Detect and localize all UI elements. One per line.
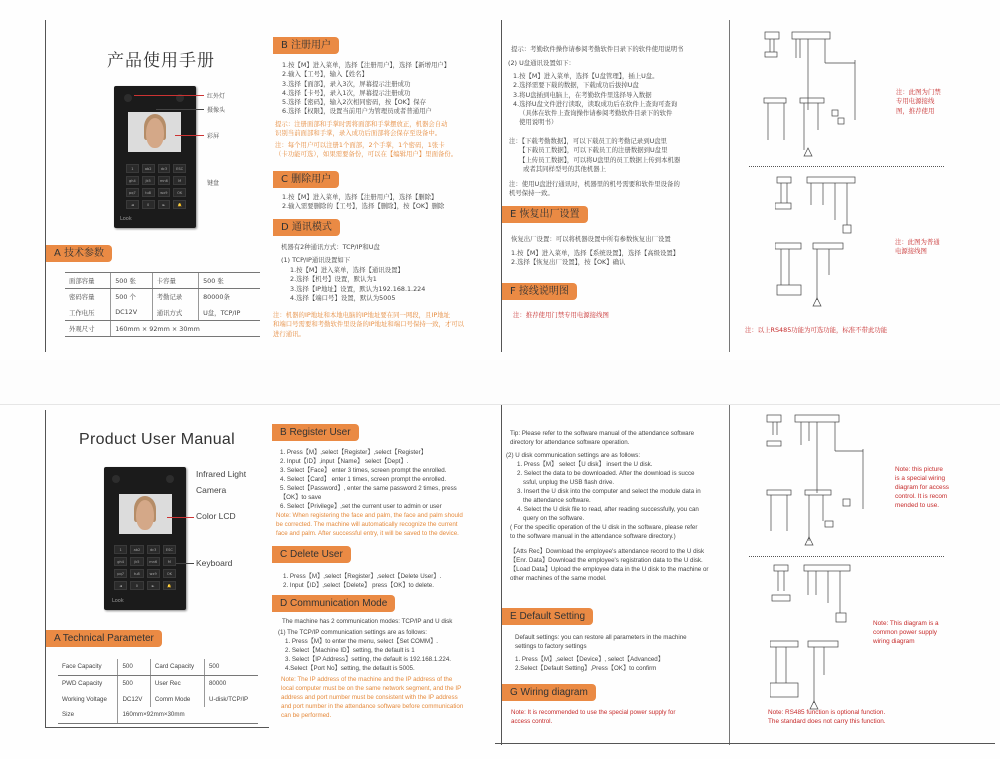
table-row: Size 160mm×92mm×30mm xyxy=(58,707,258,723)
page-fold-line xyxy=(501,20,502,352)
page-title: 产品使用手册 xyxy=(107,51,215,71)
factory-reset-intro: 恢复出厂设置：可以将机器设置中所有参数恢复出厂设置 xyxy=(511,235,671,243)
default-setting-intro: Default settings: you can restore all parameters in the machine settings to factory settings xyxy=(515,634,687,650)
key: 0 xyxy=(130,581,143,590)
udisk-data-notes: 注：【下载考勤数据】，可以下载员工的考勤记录到U盘里 【下载员工数据】，可以下载员工的注册数据到U盘里 【上传员工数据】，可以将U盘里的员工数据上传到本机器 或者其同样型号的其他机器上 xyxy=(509,137,681,173)
infrared-sensor-icon xyxy=(124,94,132,102)
callout-line xyxy=(134,95,204,96)
wiring-note-rs485: 注：以上RS485功能为可选功能，标准不带此功能 xyxy=(745,326,888,334)
section-heading-communication-mode: D 通讯模式 xyxy=(273,219,340,236)
register-user-note: Note: When registering the face and palm, the face and palm should be corrected. The machine will automatically recognize the current face and palm. After successful entry, it will be saved to the device. xyxy=(276,512,463,537)
udisk-steps: 1. Press【M】 select【U disk】 insert the U disk. 2. Select the data to be downloaded. After the download is succe ssful, unplug the USB flash drive. 3. Insert the U disk into the computer and select the module data in the attendance software. 4. Select the U disk file to read, after reading successfully, you can query on the software. xyxy=(517,461,701,522)
key: dc3 xyxy=(147,545,160,554)
tcpip-steps: 1.按【M】进入菜单，选择【通讯设置】 2.选择【机号】设置，默认为1 3.选择【IP地址】设置，默认为192.168.1.224 4.选择【端口号】设置，默认为5005 xyxy=(290,266,426,302)
delete-user-steps: 1. Press【M】,select【Register】,select【Delete User】. 2. Input【ID】,select【Delete】 press【OK】to delete. xyxy=(283,573,442,589)
key: tu8 xyxy=(130,569,143,578)
table-row: Face Capacity 500 Card Capacity 500 xyxy=(58,659,258,675)
software-tip: Tip: Please refer to the software manual of the attendance software directory for attendance software operation. xyxy=(510,430,695,446)
wiring-note-common-power: 注：此图为普通 电源接线图 xyxy=(895,238,940,256)
diagram-divider xyxy=(749,556,944,557)
wiring-note-common-power: Note: This diagram is a common power supply wiring diagram xyxy=(873,620,939,645)
callout-line xyxy=(176,563,194,564)
table-row: Working Voltage DC12V Comm Mode U-disk/TCP/IP xyxy=(58,691,258,707)
page-border-bottom xyxy=(495,743,995,744)
factory-reset-steps: 1.按【M】进入菜单，选择【系统设置】，选择【高级设置】 2.选择【恢复出厂设置】，按【OK】确认 xyxy=(511,249,680,267)
infrared-sensor-icon xyxy=(166,475,174,483)
default-setting-steps: 1. Press【M】,select【Device】, select【Advanced】 2.Select【Default Setting】,Press【OK】to confirm xyxy=(515,656,664,672)
key: M xyxy=(173,176,186,185)
diagram-divider xyxy=(749,166,944,167)
wiring-note-rs485: Note: RS485 function is optional function. The standard does not carry this function. xyxy=(768,709,886,725)
label-camera: Camera xyxy=(196,485,227,495)
tcpip-subheading: (1) The TCP/IP communication settings are as follows: xyxy=(278,629,427,636)
udisk-subheading: (2) U盘通讯设置如下： xyxy=(508,59,575,67)
device-keypad xyxy=(126,164,186,209)
udisk-software-paragraph: ( For the specific operation of the U disk in the software, please refer to the software manual in the attendance software directory.) xyxy=(510,524,698,540)
key: tu8 xyxy=(142,188,155,197)
section-heading-wiring-diagram: F 接线说明图 xyxy=(502,283,577,300)
udisk-note: 注：使用U盘进行通讯时，机器里的机号需要和软件里设备的 机号保持一致。 xyxy=(509,180,680,198)
table-row: PWD Capacity 500 User Rec 80000 xyxy=(58,675,258,691)
section-heading-technical-parameters: A 技术参数 xyxy=(46,245,112,262)
key: mn6 xyxy=(147,557,160,566)
spec-table xyxy=(58,659,258,724)
key: ► xyxy=(158,200,171,209)
wiring-diagram-common-power xyxy=(770,563,890,713)
key: 🔔 xyxy=(173,200,186,209)
key: 1 xyxy=(114,545,127,554)
device-lcd xyxy=(128,112,181,152)
key: jk5 xyxy=(130,557,143,566)
callout-line xyxy=(156,109,204,110)
table-row: 密码容量 500 个 考勤记录 80000条 xyxy=(65,289,260,305)
section-heading-default-setting: E Default Setting xyxy=(502,608,593,625)
tcpip-note: 注：机器的IP地址和本地电脑的IP地址要在同一网段，且IP地址 和端口号需要和考勤软件里设备的IP地址和端口号保持一致，才可以 进行通讯。 xyxy=(273,311,465,338)
section-heading-factory-reset: E 恢复出厂设置 xyxy=(502,206,588,223)
key: OK xyxy=(173,188,186,197)
infrared-sensor-icon xyxy=(112,475,120,483)
key: ab2 xyxy=(142,164,155,173)
label-infrared-light: 红外灯 xyxy=(207,93,226,100)
key: ab2 xyxy=(130,545,143,554)
label-keyboard: 键盘 xyxy=(207,180,220,187)
key: ESC xyxy=(173,164,186,173)
key: pq7 xyxy=(126,188,139,197)
wiring-note-access-control: 注：此图为门禁 专用电源接线 图，推荐使用 xyxy=(896,88,941,115)
key: 0 xyxy=(142,200,155,209)
wiring-diagram-common-power xyxy=(775,175,905,315)
key: wx9 xyxy=(147,569,160,578)
callout-line xyxy=(175,135,204,136)
tcpip-note: Note: The IP address of the machine and the IP address of the local computer must be on the same network segment, and the IP address and port number must be consistent with the IP address and port number in the attendance software before communication can be performed. xyxy=(281,676,464,719)
tcpip-steps: 1. Press【M】to enter the menu, select【Set COMM】. 2. Select【Machine ID】setting, the default is 1 3. Select【IP Address】setting, the default is 192.168.1.224. 4.Select【Port No】setting, the default is 5005. xyxy=(285,638,452,672)
key: ► xyxy=(147,581,160,590)
device-logo: Look xyxy=(120,216,132,222)
tcpip-subheading: (1) TCP/IP通讯设置如下 xyxy=(281,256,351,264)
section-heading-delete-user: C Delete User xyxy=(272,546,351,563)
page-fold-line xyxy=(729,20,730,352)
key: dc3 xyxy=(158,164,171,173)
device-keypad xyxy=(114,545,176,590)
key: 1 xyxy=(126,164,139,173)
key: gh4 xyxy=(114,557,127,566)
page-title: Product User Manual xyxy=(79,431,235,448)
device-image xyxy=(104,467,186,610)
key: 🔔 xyxy=(163,581,176,590)
register-user-note: 注：每个用户可以注册1个面部，2个手掌，1个密码，1张卡 （卡功能可选），如果需要备份，可以在【编辑用户】里面备份。 xyxy=(275,141,458,159)
communication-intro: The machine has 2 communication modes: TCP/IP and U disk xyxy=(282,618,453,625)
table-row: 外观尺寸 160mm × 92mm × 30mm xyxy=(65,321,260,337)
wiring-note-access-control: Note: this picture is a special wiring diagram for access control. It is recom mended to use. xyxy=(895,466,949,509)
key: mn6 xyxy=(158,176,171,185)
device-logo: Look xyxy=(112,598,124,604)
section-heading-technical-parameter: A Technical Parameter xyxy=(46,630,162,647)
table-row: 工作电压 DC12V 通讯方式 U盘，TCP/IP xyxy=(65,305,260,321)
key: gh4 xyxy=(126,176,139,185)
label-keyboard: Keyboard xyxy=(196,558,233,568)
key: jk5 xyxy=(142,176,155,185)
udisk-data-notes: 【Atts Rec】Download the employee's attendance record to the U disk 【Enr. Data】Download the employee's registration data to the U disk. 【Load Data】Upload the employee data in the U disk to the machine or other machines of the same model. xyxy=(510,548,709,582)
key: M xyxy=(163,557,176,566)
udisk-steps: 1.按【M】进入菜单，选择【U盘管理】，插上U盘。 2.选择需要下载的数据，下载成功后拔掉U盘 3.将U盘插到电脑上，在考勤软件里选择导入数据 4.选择U盘文件进行读取，读取成功后在软件上查询可查询 （具体在软件上查询操作请参阅考勤软件目录下的软件 使用说明书） xyxy=(513,72,678,127)
udisk-subheading: (2) U disk communication settings are as follows: xyxy=(506,452,641,459)
device-image xyxy=(114,86,196,228)
section-heading-register-user: B 注册用户 xyxy=(273,37,339,54)
page-border-bottom xyxy=(45,727,269,728)
register-user-steps: 1.按【M】进入菜单，选择【注册用户】，选择【新增用户】 2.输入【工号】，输入【姓名】 3.选择【面部】，录入3次，屏幕提示注册成功 4.选择【卡号】，录入1次，屏幕提示注册成功 5.选择【密码】，输入2次相同密码，按【OK】保存 6.选择【权限】，设置当前用户为管理员或者普通用户 xyxy=(282,61,451,116)
page-border-left xyxy=(45,20,46,352)
wiring-recommendation-note: Note: It is recommended to use the special power supply for access control. xyxy=(511,709,676,725)
key: ◄ xyxy=(114,581,127,590)
spec-table xyxy=(65,272,260,337)
label-infrared-light: Infrared Light xyxy=(196,469,247,479)
callout-line xyxy=(167,517,194,518)
label-camera: 摄像头 xyxy=(207,107,226,114)
register-user-steps: 1. Press【M】,select【Register】,select【Register】 2. Input【ID】,input【Name】 select【Dept】. 3. Select【Face】 enter 3 times, screen prompt the enrolled. 4. Select【Card】 enter 1 times, screen prompt the enrolled. 5. Select【Password】, enter the same password 2 times, press 【OK】to save 6. Select【Privilege】,set the current user to admin or user xyxy=(280,449,457,510)
wiring-recommendation-note: 注：推荐使用门禁专用电源接线图 xyxy=(513,311,609,319)
key: ◄ xyxy=(126,200,139,209)
key: OK xyxy=(163,569,176,578)
wiring-diagram-access-control xyxy=(760,30,910,165)
register-user-tip: 提示：注册面部和手掌时需将面部和手掌摆放正，机器会自动 识别当前面部和手掌，录入成功后面部将会保存至设备中。 xyxy=(275,120,448,138)
delete-user-steps: 1.按【M】进入菜单，选择【注册用户】，选择【删除】 2.输入需要删除的【工号】，选择【删除】，按【OK】删除 xyxy=(282,193,445,211)
device-lcd xyxy=(119,494,172,534)
english-manual-sheet xyxy=(0,404,1000,759)
communication-intro: 机器有2种通讯方式：TCP/IP和U盘 xyxy=(281,243,380,251)
section-heading-communication-mode: D Communication Mode xyxy=(272,595,395,612)
label-color-lcd: 彩屏 xyxy=(207,133,220,140)
section-heading-delete-user: C 删除用户 xyxy=(273,171,339,188)
software-tip: 提示：考勤软件操作请参阅考勤软件目录下的软件使用说明书 xyxy=(511,45,684,53)
key: pq7 xyxy=(114,569,127,578)
page-border-left xyxy=(45,410,46,728)
label-color-lcd: Color LCD xyxy=(196,511,236,521)
wiring-diagram-access-control xyxy=(765,413,895,548)
section-heading-wiring-diagram: G Wiring diagram xyxy=(502,684,596,701)
section-heading-register-user: B Register User xyxy=(272,424,359,441)
key: ESC xyxy=(163,545,176,554)
table-row: 面部容量 500 张 卡容量 500 张 xyxy=(65,273,260,289)
page-fold-line xyxy=(729,405,730,745)
key: wx9 xyxy=(158,188,171,197)
chinese-manual-sheet xyxy=(0,0,1000,360)
